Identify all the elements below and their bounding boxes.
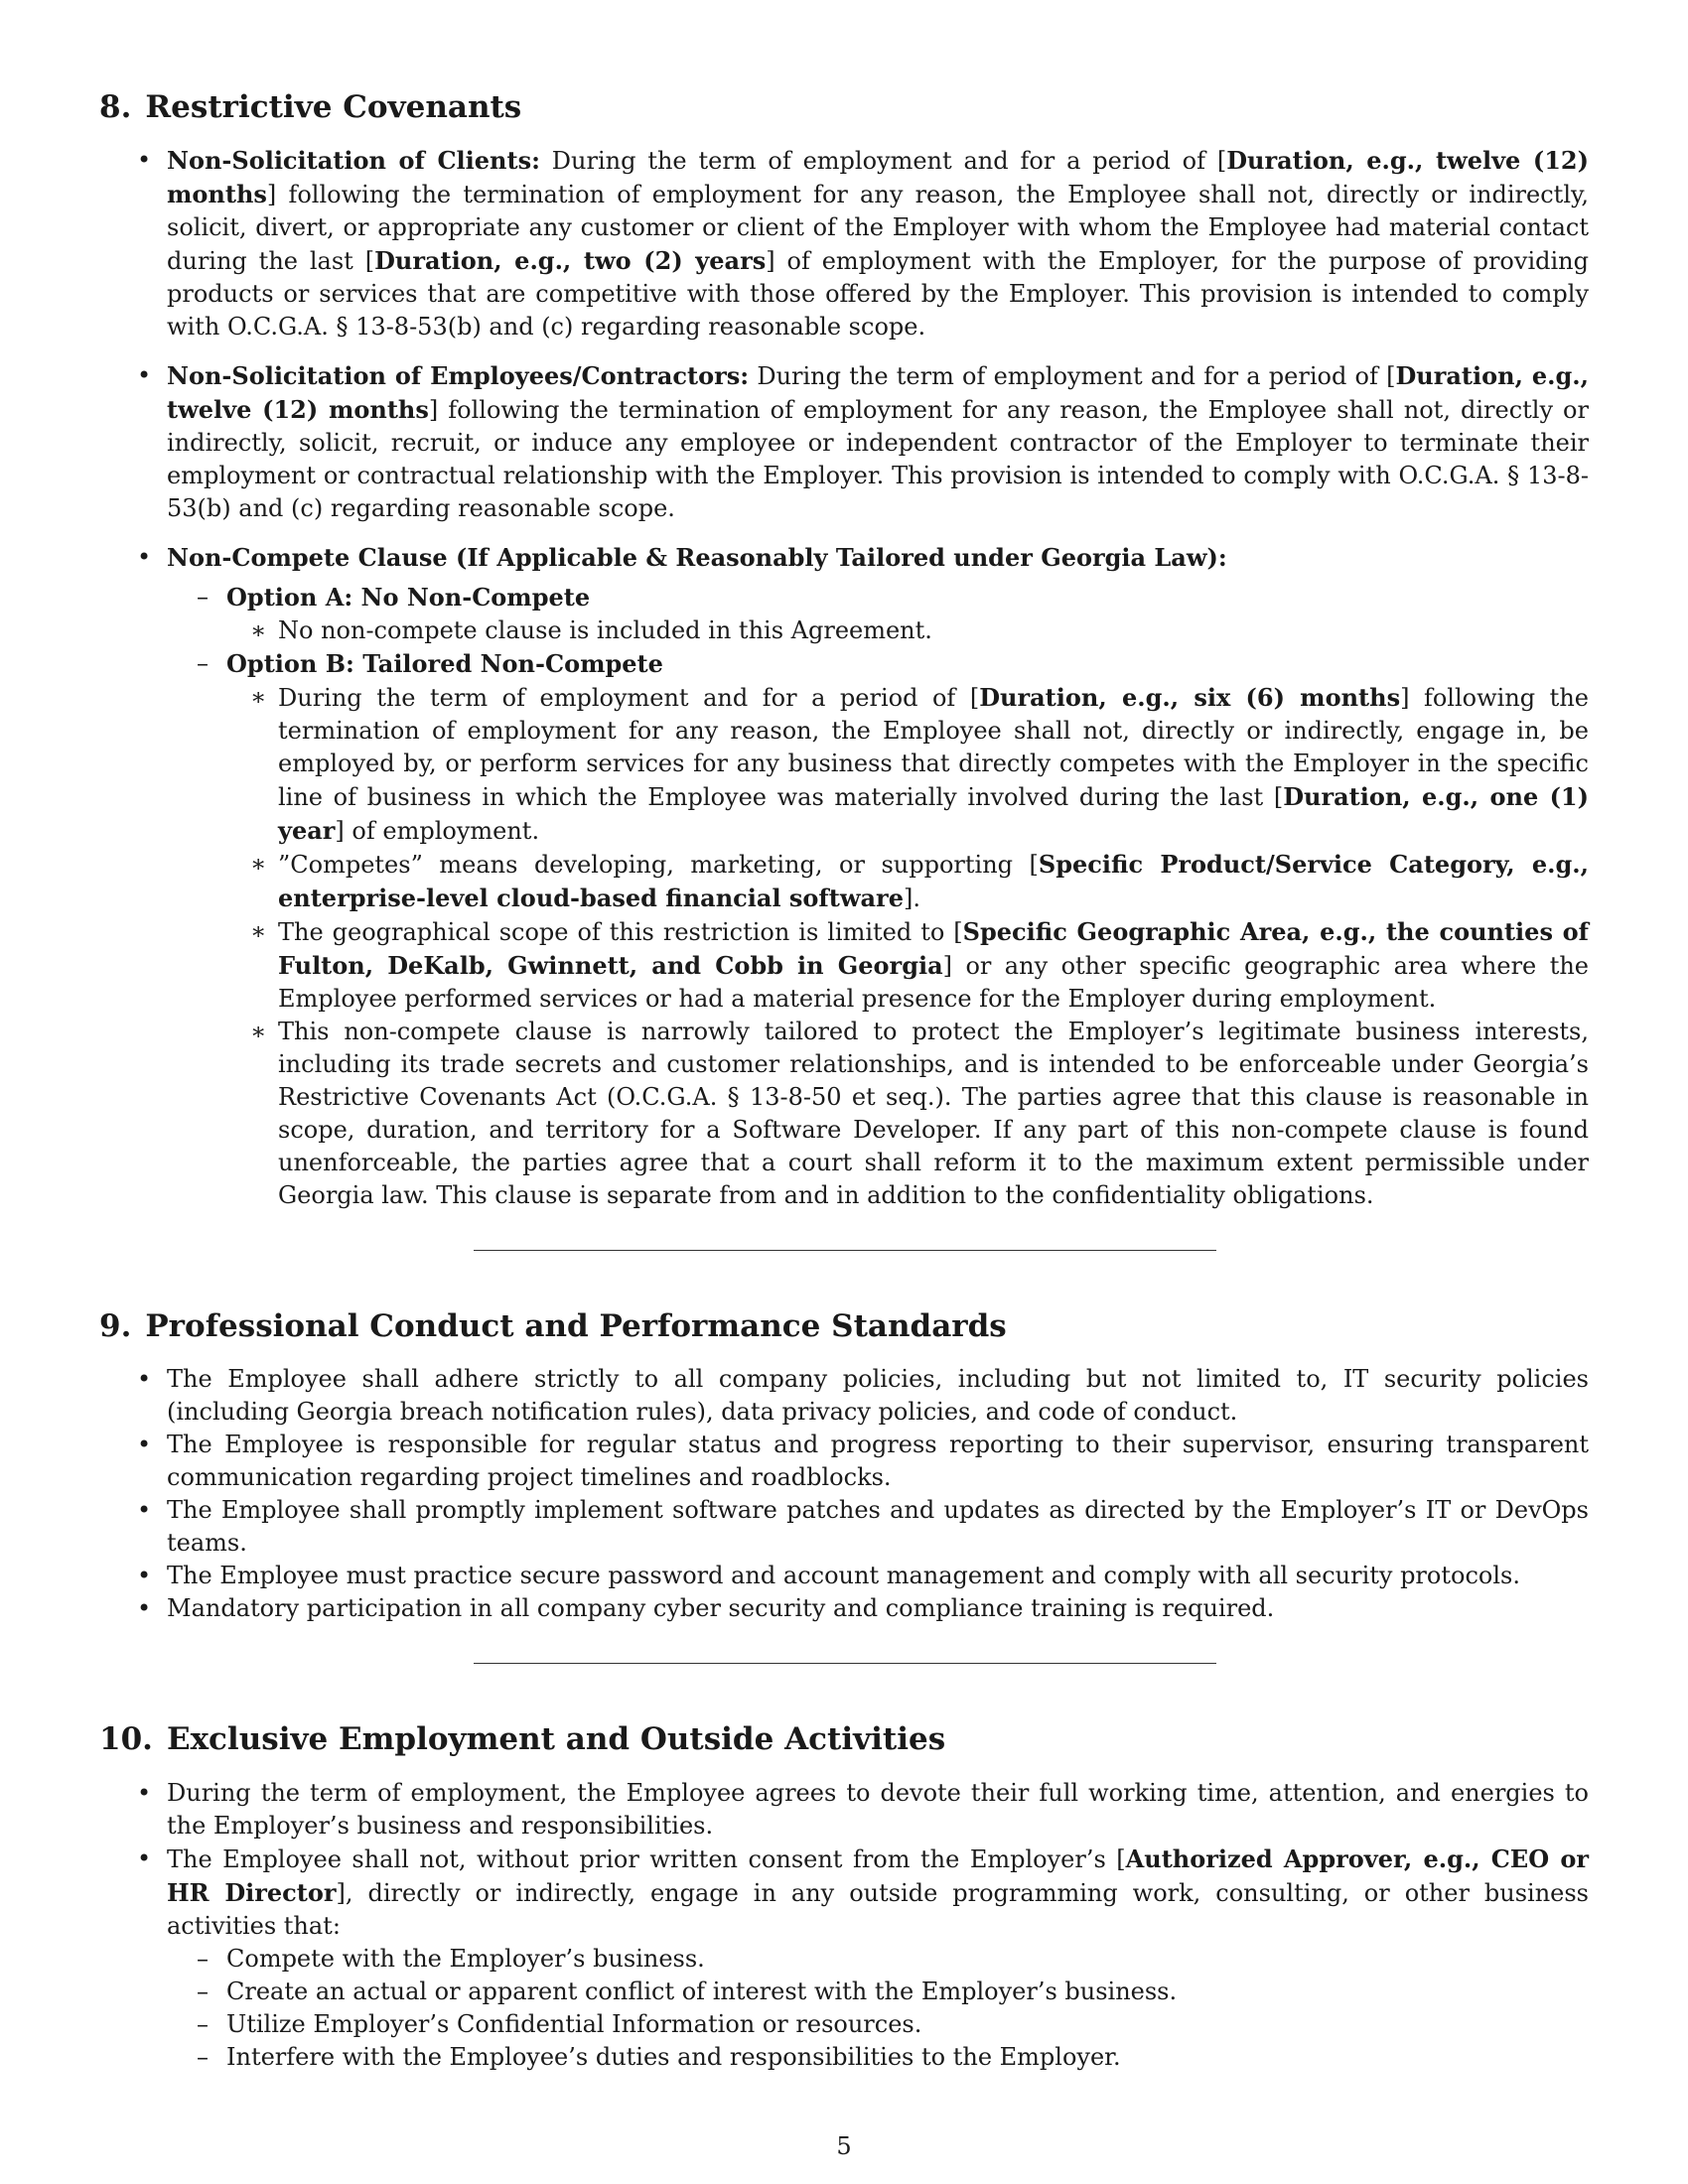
non-compete-options (167, 581, 1589, 1212)
section-8-heading (99, 89, 1589, 126)
placeholder-duration: Duration, e.g., one (1) year (278, 782, 1589, 846)
list-item: • The Employee is responsible for regular status and progress reporting to their supervisor, ensuring transparent communication regarding project timelines and roadblocks. (167, 1429, 1589, 1494)
section-10-number: 10. (99, 1721, 153, 1758)
section-10-list (99, 1777, 1589, 2074)
section-9-number: 9. (99, 1308, 132, 1345)
list-item: ∗ ”Competes” means developing, marketing, or supporting [Specific Product/Service Category, e.g., enterprise-level cloud-based financial software]. (278, 848, 1589, 915)
clause-label: Non-Compete Clause (If Applicable & Reasonably Tailored under Georgia Law): (167, 543, 1227, 573)
section-8-title: Restrictive Covenants (145, 89, 522, 125)
clause-label: Non-Solicitation of Employees/Contractors: (167, 361, 750, 391)
option-b-label: Option B: Tailored Non-Compete (226, 649, 663, 679)
list-item: • The Employee shall promptly implement software patches and updates as directed by the Employer’s IT or DevOps teams. (167, 1494, 1589, 1560)
placeholder-duration: Duration, e.g., two (2) years (374, 246, 767, 276)
list-item: • During the term of employment, the Employee agrees to devote their full working time, attention, and energies to the Employer’s business and responsibilities. (167, 1777, 1589, 1843)
placeholder-geographic-area: Specific Geographic Area, e.g., the counties of Fulton, DeKalb, Gwinnett, and Cobb in Georgia (278, 917, 1589, 981)
section-8-number: 8. (99, 89, 132, 125)
list-item: – Interfere with the Employee’s duties and responsibilities to the Employer. (226, 2041, 1589, 2074)
outside-activities-list (167, 1943, 1589, 2074)
list-item: ∗ The geographical scope of this restriction is limited to [Specific Geographic Area, e.g., the counties of Fulton, DeKalb, Gwinnett, and Cobb in Georgia] or any other specific geographic area where the Employee performed services or had a material presence for the Employer during employment. (278, 915, 1589, 1016)
clause-non-solicitation-employees: • Non-Solicitation of Employees/Contractors: During the term of employment and for a period of [Duration, e.g., twelve (12) months] following the termination of employment for any reason, the Employee shall not, directly or indirectly, solicit, recruit, or induce any employee or independent contractor of the Employer to terminate their employment or contractual relationship with the Employer. This provision is intended to comply with O.C.G.A. § 13-8-53(b) and (c) regarding reasonable scope. (167, 359, 1589, 525)
clause-label: Non-Solicitation of Clients: (167, 146, 540, 176)
section-9-heading (99, 1308, 1589, 1345)
option-a (226, 581, 1589, 647)
section-9-list (99, 1363, 1589, 1625)
list-item: ∗ This non-compete clause is narrowly tailored to protect the Employer’s legitimate business interests, including its trade secrets and customer relationships, and is intended to be enforceable under Georgia’s Restrictive Covenants Act (O.C.G.A. § 13-8-50 et seq.). The parties agree that this clause is reasonable in scope, duration, and territory for a Software Developer. If any part of this non-compete clause is found unenforceable, the parties agree that a court shall reform it to the maximum extent permissible under Georgia law. This clause is separate from and in addition to the confidentiality obligations. (278, 1016, 1589, 1212)
clause-non-compete (167, 541, 1589, 1212)
placeholder-approver: Authorized Approver, e.g., CEO or HR Director (167, 1843, 1589, 1907)
section-10-title: Exclusive Employment and Outside Activities (166, 1721, 946, 1758)
option-b (226, 647, 1589, 1212)
option-a-label: Option A: No Non-Compete (226, 583, 591, 613)
list-item: – Create an actual or apparent conflict of interest with the Employer’s business. (226, 1976, 1589, 2008)
document-page (99, 89, 1589, 2074)
option-b-items (226, 681, 1589, 1212)
page-number: 5 (836, 2132, 852, 2160)
placeholder-duration: Duration, e.g., twelve (12) months (167, 146, 1589, 209)
placeholder-duration: Duration, e.g., twelve (12) months (167, 361, 1589, 425)
list-item: • The Employee must practice secure password and account management and comply with all security protocols. (167, 1560, 1589, 1592)
list-item: ∗ During the term of employment and for a period of [Duration, e.g., six (6) months] following the termination of employment for any reason, the Employee shall not, directly or indirectly, engage in, be employed by, or perform services for any business that directly competes with the Employer in the specific line of business in which the Employee was materially involved during the last [Duration, e.g., one (1) year] of employment. (278, 681, 1589, 848)
list-item: • The Employee shall not, without prior written consent from the Employer’s [Authorized Approver, e.g., CEO or HR Director], directly or indirectly, engage in any outside programming work, consulting, or other business activities that: – Compete with the Employer’s business. – Create an actual or apparent conflict of interest with the Employer’s business. – Utilize Employer’s Confidential Information or resources. – Interfere with the Employee’s duties and responsibilities to the Employer. (167, 1843, 1589, 2074)
list-item: • Mandatory participation in all company cyber security and compliance training is required. (167, 1592, 1589, 1625)
section-9-title: Professional Conduct and Performance Standards (145, 1308, 1007, 1345)
placeholder-category: Specific Product/Service Category, e.g., enterprise-level cloud-based financial software (278, 850, 1590, 913)
placeholder-duration: Duration, e.g., six (6) months (979, 683, 1401, 713)
clause-non-solicitation-clients: • Non-Solicitation of Clients: During the term of employment and for a period of [Duration, e.g., twelve (12) months] following the termination of employment for any reason, the Employee shall not, directly or indirectly, solicit, divert, or appropriate any customer or client of the Employer with whom the Employee had material contact during the last [Duration, e.g., two (2) years] of employment with the Employer, for the purpose of providing products or services that are competitive with those offered by the Employer. This provision is intended to comply with O.C.G.A. § 13-8-53(b) and (c) regarding reasonable scope. (167, 144, 1589, 343)
list-item: ∗ No non-compete clause is included in this Agreement. (278, 614, 1589, 647)
list-item: • The Employee shall adhere strictly to all company policies, including but not limited to, IT security policies (including Georgia breach notification rules), data privacy policies, and code of conduct. (167, 1363, 1589, 1429)
section-10-heading (99, 1721, 1589, 1758)
section-8-list (99, 144, 1589, 1212)
option-a-items (226, 614, 1589, 647)
list-item: – Utilize Employer’s Confidential Information or resources. (226, 2008, 1589, 2041)
list-item: – Compete with the Employer’s business. (226, 1943, 1589, 1976)
